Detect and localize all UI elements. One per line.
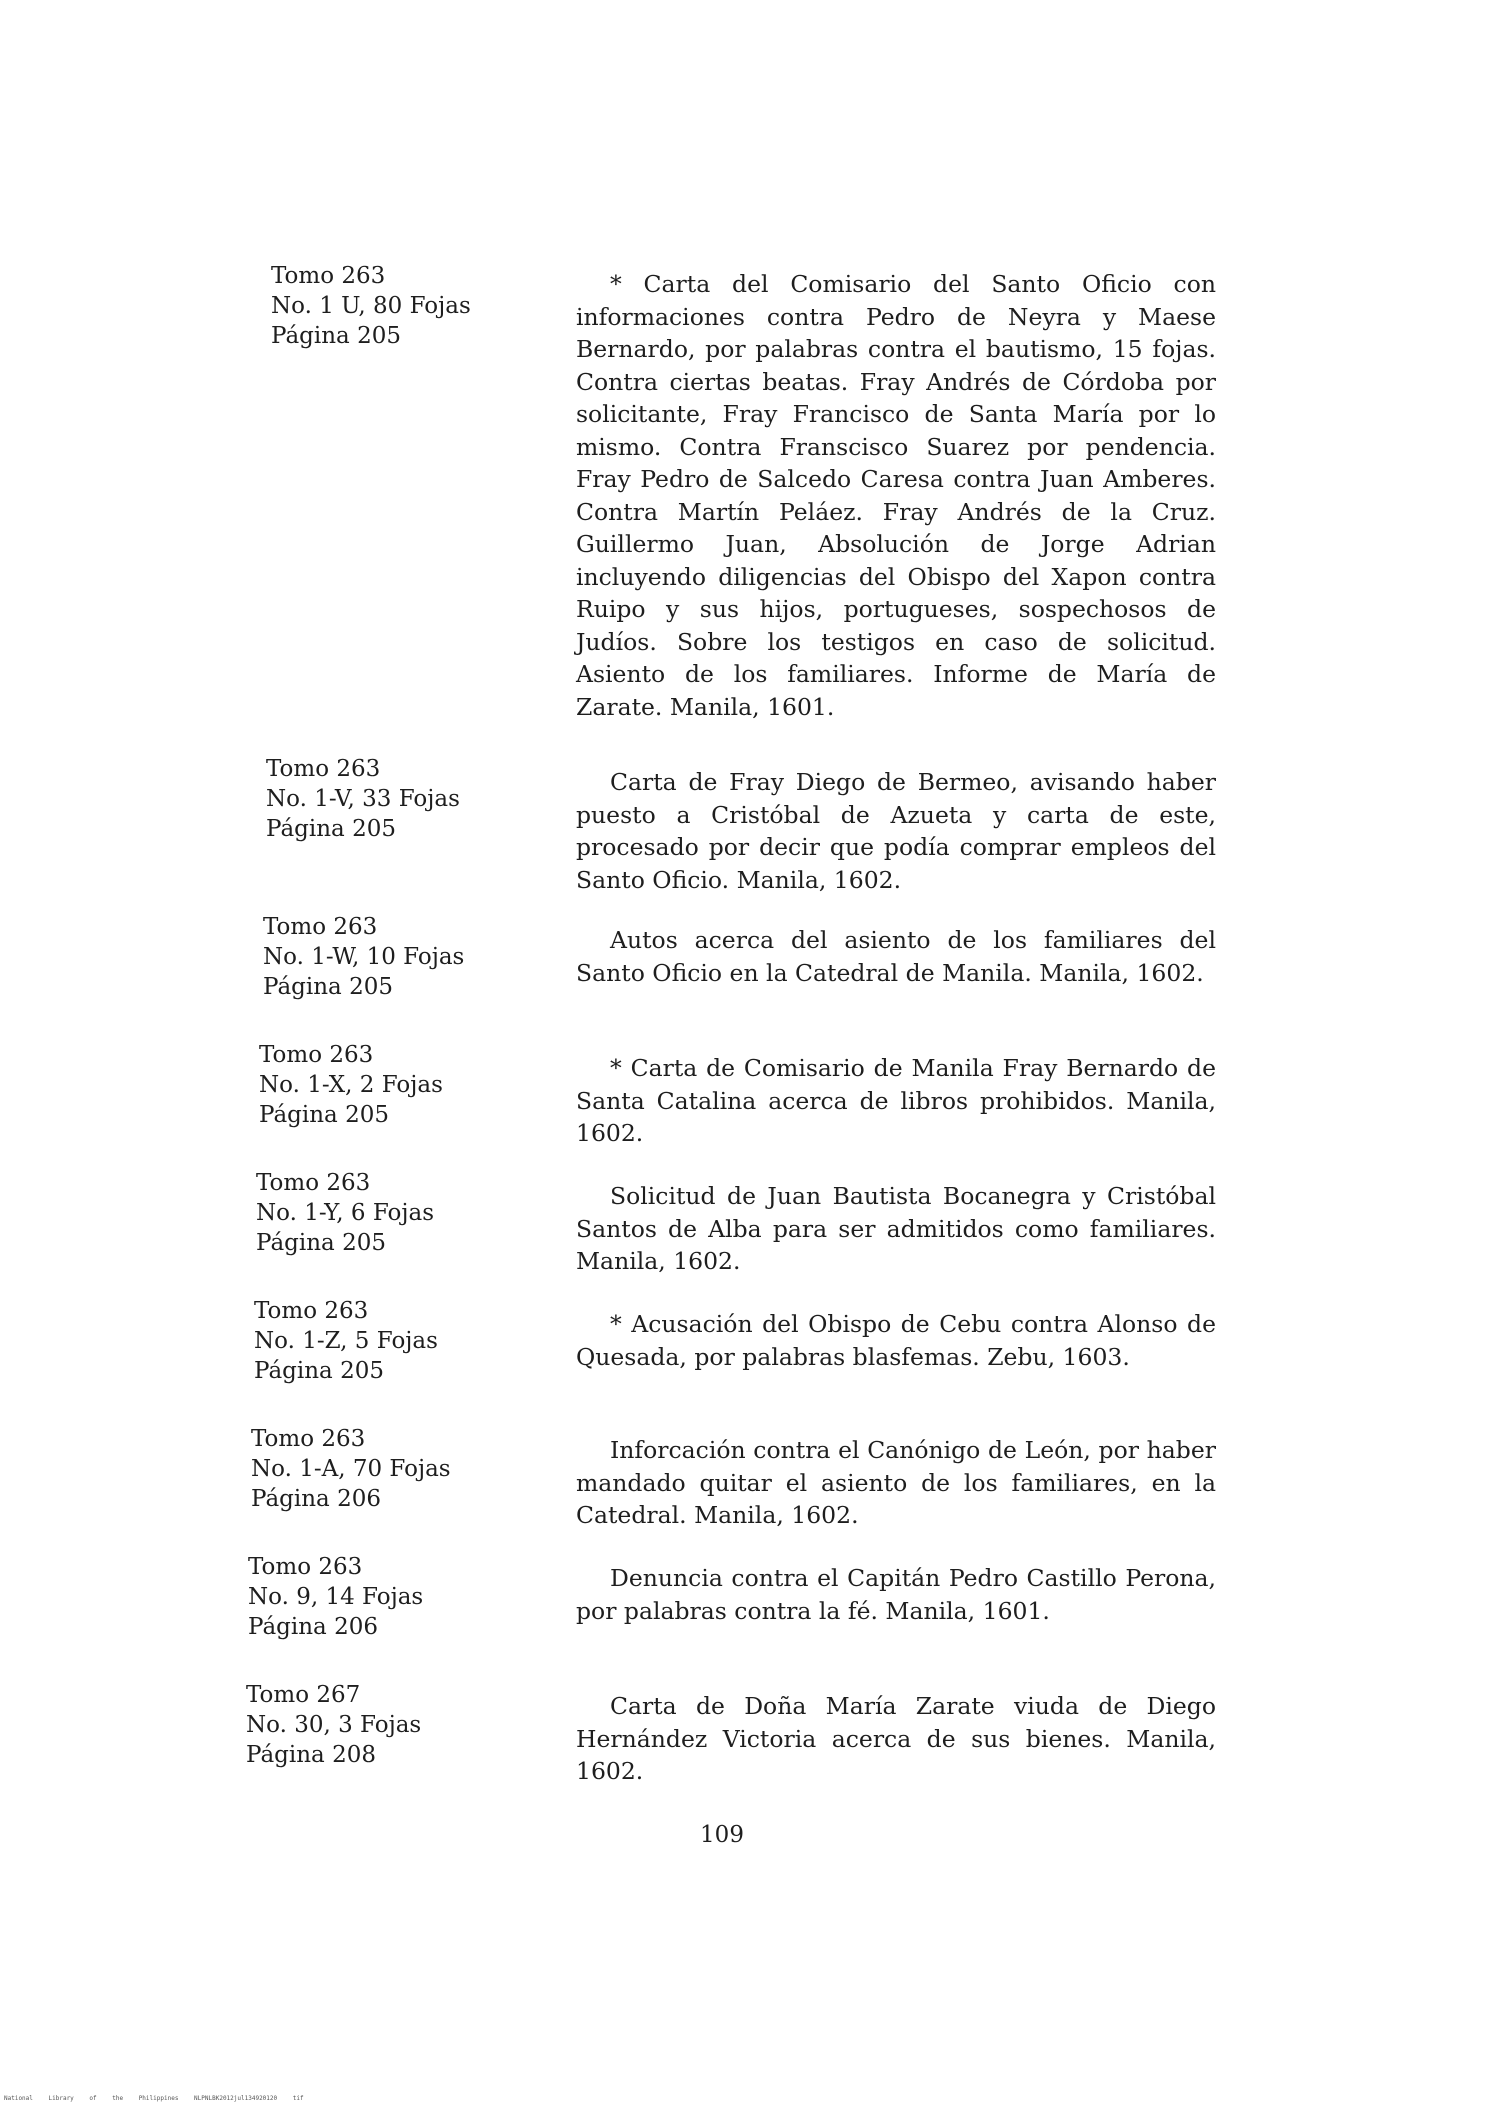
tomo-line: Tomo 263 (266, 756, 381, 782)
entry-description: * Acusación del Obispo de Cebu contra Alonso de Quesada, por palabras blasfemas. Zebu, 1603. (576, 1310, 1216, 1371)
entry-reference (266, 754, 460, 844)
page-line: Página 205 (256, 1230, 386, 1256)
number-line: No. 1-X, 2 Fojas (259, 1072, 443, 1098)
page-line: Página 206 (248, 1614, 378, 1640)
page-line: Página 205 (266, 816, 396, 842)
tomo-line: Tomo 267 (246, 1682, 361, 1708)
tomo-line: Tomo 263 (256, 1170, 371, 1196)
entry-description: * Carta de Comisario de Manila Fray Bernardo de Santa Catalina acerca de libros prohibidos. Manila, 1602. (576, 1054, 1216, 1147)
entry-reference (248, 1552, 423, 1642)
page-line: Página 206 (251, 1486, 381, 1512)
entry-reference (259, 1040, 443, 1130)
tomo-line: Tomo 263 (263, 914, 378, 940)
number-line: No. 1-Y, 6 Fojas (256, 1200, 435, 1226)
tomo-line: Tomo 263 (248, 1554, 363, 1580)
scan-footer: National Library of the Philippines NLPNLBK2012jul134920120 tif (4, 2095, 304, 2102)
tomo-line: Tomo 263 (254, 1298, 369, 1324)
entry-description: Denuncia contra el Capitán Pedro Castillo Perona, por palabras contra la fé. Manila, 1601. (576, 1564, 1216, 1625)
entry-description: Carta de Fray Diego de Bermeo, avisando haber puesto a Cristóbal de Azueta y carta de este, procesado por decir que podía comprar empleos del Santo Oficio. Manila, 1602. (576, 768, 1216, 894)
page-line: Página 208 (246, 1742, 376, 1768)
entry-reference (256, 1168, 434, 1258)
number-line: No. 1-A, 70 Fojas (251, 1456, 451, 1482)
number-line: No. 9, 14 Fojas (248, 1584, 424, 1610)
entry-reference (263, 912, 464, 1002)
entry-description: Autos acerca del asiento de los familiares del Santo Oficio en la Catedral de Manila. Manila, 1602. (576, 926, 1216, 987)
entry-description: Carta de Doña María Zarate viuda de Diego Hernández Victoria acerca de sus bienes. Manila, 1602. (576, 1692, 1216, 1785)
number-line: No. 1-Z, 5 Fojas (254, 1328, 438, 1354)
entry-reference (254, 1296, 438, 1386)
tomo-line: Tomo 263 (259, 1042, 374, 1068)
number-line: No. 30, 3 Fojas (246, 1712, 422, 1738)
number-line: No. 1-V, 33 Fojas (266, 786, 460, 812)
entry-reference (251, 1424, 451, 1514)
entry-description: Solicitud de Juan Bautista Bocanegra y Cristóbal Santos de Alba para ser admitidos como familiares. Manila, 1602. (576, 1182, 1216, 1275)
page-number: 109 (700, 1822, 744, 1848)
page-line: Página 205 (254, 1358, 384, 1384)
number-line: No. 1-W, 10 Fojas (263, 944, 465, 970)
number-line: No. 1 U, 80 Fojas (271, 293, 471, 319)
page-line: Página 205 (259, 1102, 389, 1128)
entry-reference (271, 261, 471, 351)
tomo-line: Tomo 263 (271, 263, 386, 289)
page-line: Página 205 (263, 974, 393, 1000)
entry-reference (246, 1680, 421, 1770)
page-line: Página 205 (271, 323, 401, 349)
tomo-line: Tomo 263 (251, 1426, 366, 1452)
entry-description: * Carta del Comisario del Santo Oficio con informaciones contra Pedro de Neyra y Maese Bernardo, por palabras contra el bautismo, 15 fojas. Contra ciertas beatas. Fray Andrés de Córdoba por solicitante, Fray Francisco de Santa María por lo mismo. Contra Franscisco Suarez por pendencia. Fray Pedro de Salcedo Caresa contra Juan Amberes. Contra Martín Peláez. Fray Andrés de la Cruz. Guillermo Juan, Absolución de Jorge Adrian incluyendo diligencias del Obispo del Xapon contra Ruipo y sus hijos, portugueses, sospechosos de Judíos. Sobre los testigos en caso de solicitud. Asiento de los familiares. Informe de María de Zarate. Manila, 1601. (576, 270, 1216, 721)
entry-description: Inforcación contra el Canónigo de León, por haber mandado quitar el asiento de los familiares, en la Catedral. Manila, 1602. (576, 1436, 1216, 1529)
